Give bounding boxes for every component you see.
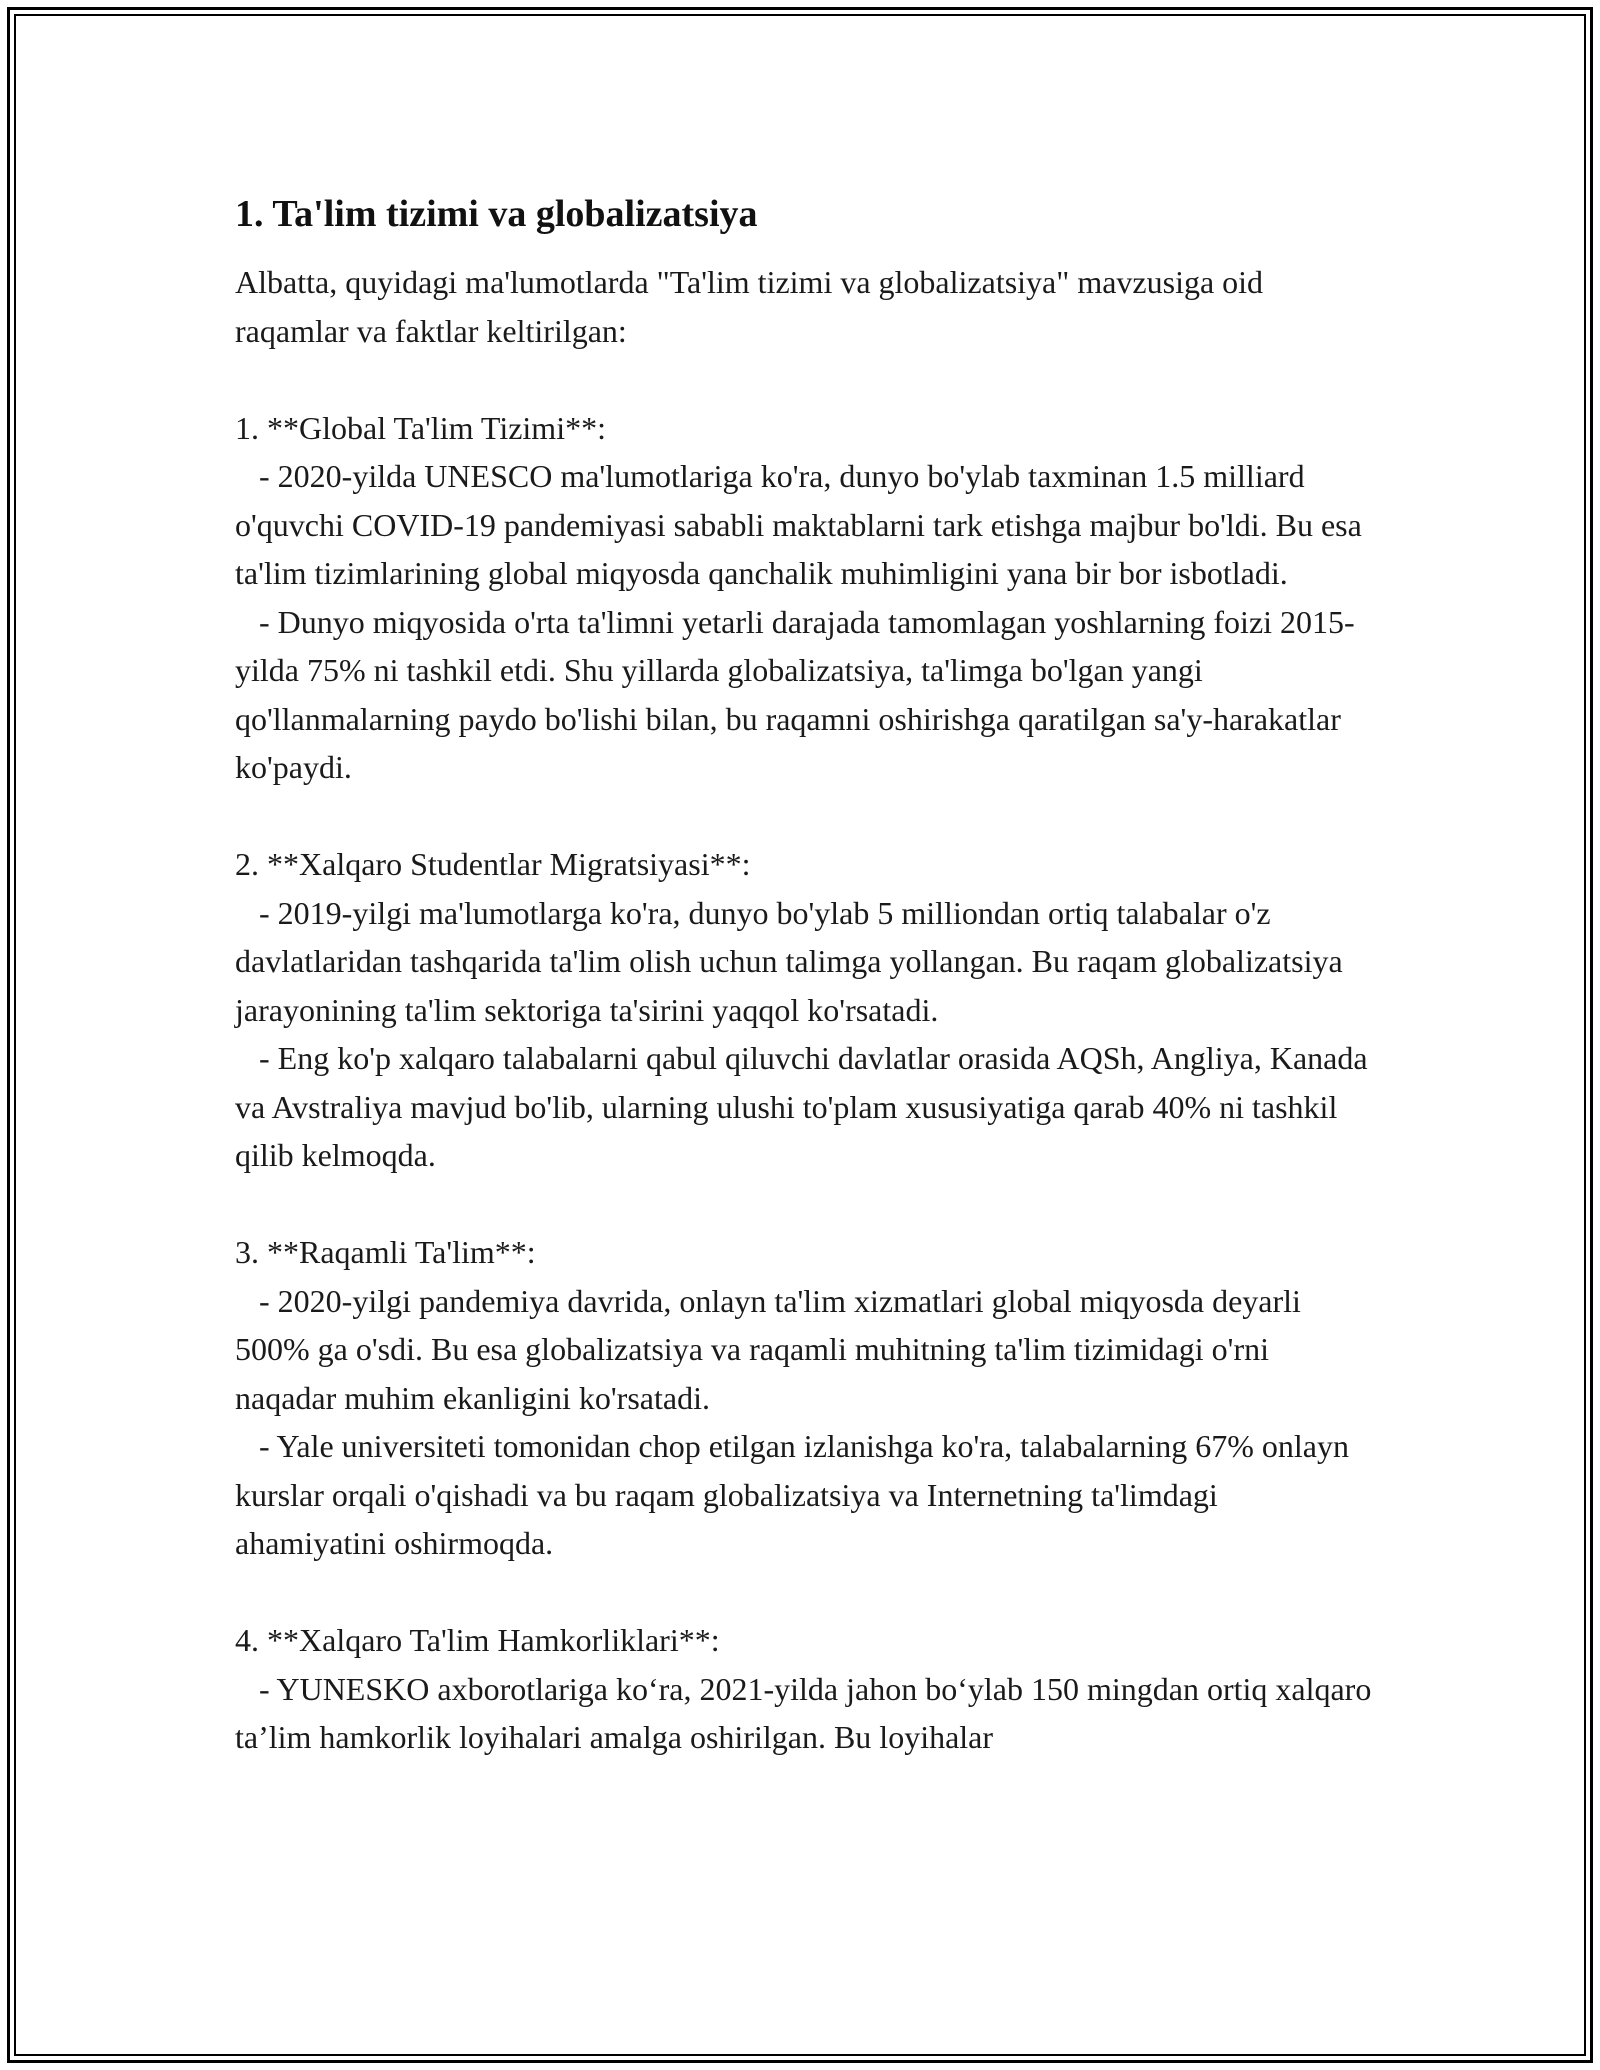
section-bullet: - Eng ko'p xalqaro talabalarni qabul qiluvchi davlatlar orasida AQSh, Angliya, Kanada va Avstraliya mavjud bo'lib, ularning ulushi to'plam xususiyatiga qarab 40% ni tashkil qilib kelmoqda.	[235, 1040, 1376, 1173]
paragraph-gap	[235, 1180, 1375, 1229]
section-heading: 3. **Raqamli Ta'lim**:	[235, 1234, 536, 1270]
section-heading: 2. **Xalqaro Studentlar Migratsiyasi**:	[235, 846, 751, 882]
section-bullet: - YUNESKO axborotlariga ko‘ra, 2021-yilda jahon bo‘ylab 150 mingdan ortiq xalqaro ta’lim hamkorlik loyihalari amalga oshirilgan. Bu loyihalar	[235, 1670, 1380, 1755]
section-bullet: - Yale universiteti tomonidan chop etilgan izlanishga ko'ra, talabalarning 67% onlayn kurslar orqali o'qishadi va bu raqam globalizatsiya va Internetning ta'limdagi ahamiyatini oshirmoqda.	[235, 1428, 1357, 1561]
document-title: 1. Ta'lim tizimi va globalizatsiya	[235, 193, 758, 235]
section-heading: 1. **Global Ta'lim Tizimi**:	[235, 409, 606, 446]
section-bullet: - 2020-yilgi pandemiya davrida, onlayn ta'lim xizmatlari global miqyosda deyarli 500% ga o'sdi. Bu esa globalizatsiya va raqamli muhitning ta'lim tizimidagi o'rni naqadar muhim ekanligini ko'rsatadi.	[235, 1282, 1309, 1416]
section-student-migration	[235, 840, 1375, 1180]
section-international-partnerships	[235, 1616, 1380, 1762]
section-global-education	[235, 404, 1375, 792]
intro-paragraph: Albatta, quyidagi ma'lumotlarda "Ta'lim tizimi va globalizatsiya" mavzusiga oid raqamlar va faktlar keltirilgan:	[235, 264, 1272, 349]
section-digital-education	[235, 1228, 1375, 1568]
paragraph-gap	[235, 355, 1375, 404]
section-bullet: - 2020-yilda UNESCO ma'lumotlariga ko'ra, dunyo bo'ylab taxminan 1.5 milliard o'quvchi COVID-19 pandemiyasi sababli maktablarni tark etishga majbur bo'ldi. Bu esa ta'lim tizimlarining global miqyosda qanchalik muhimligini yana bir bor isbotladi.	[235, 458, 1370, 591]
section-heading: 4. **Xalqaro Ta'lim Hamkorliklari**:	[235, 1622, 720, 1658]
section-bullet: - 2019-yilgi ma'lumotlarga ko'ra, dunyo bo'ylab 5 milliondan ortiq talabalar o'z davlatlaridan tashqarida ta'lim olish uchun talimga yollangan. Bu raqam globalizatsiya jarayonining ta'lim sektoriga ta'sirini yaqqol ko'rsatadi.	[235, 894, 1351, 1028]
paragraph-gap	[235, 1568, 1375, 1617]
paragraph-gap	[235, 792, 1375, 841]
section-bullet: - Dunyo miqyosida o'rta ta'limni yetarli darajada tamomlagan yoshlarning foizi 2015-yilda 75% ni tashkil etdi. Shu yillarda globalizatsiya, ta'limga bo'lgan yangi qo'llanmalarning paydo bo'lishi bilan, bu raqamni oshirishga qaratilgan sa'y-harakatlar ko'paydi.	[235, 603, 1355, 785]
document-body	[235, 188, 1380, 1762]
